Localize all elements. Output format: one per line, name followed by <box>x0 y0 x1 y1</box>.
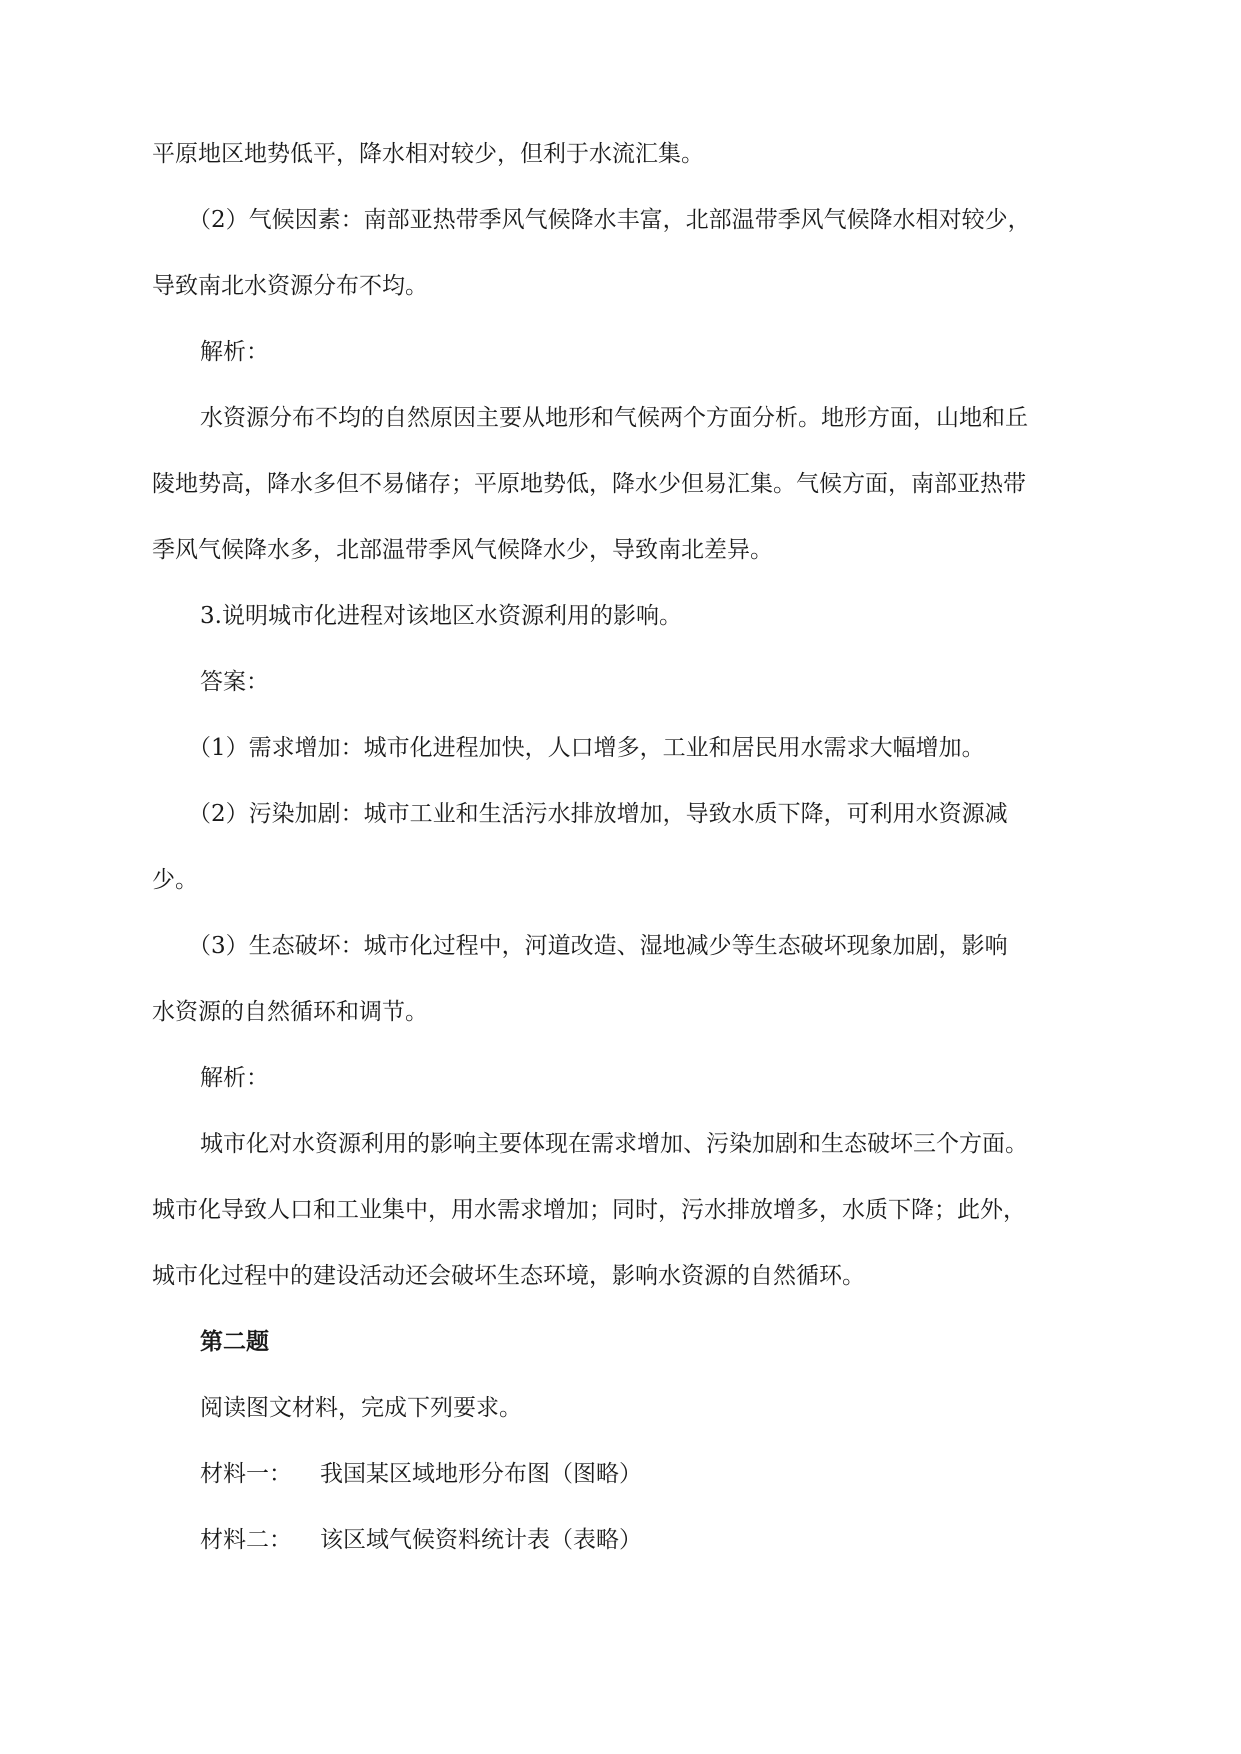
paragraph-line: 季风气候降水多，北部温带季风气候降水少，导致南北差异。 <box>152 537 773 563</box>
material-one-label: 材料一： <box>200 1461 292 1487</box>
answer-item-climate: （2）气候因素：南部亚热带季风气候降水丰富，北部温带季风气候降水相对较少， <box>188 207 1031 233</box>
answer-label: 答案： <box>200 669 269 695</box>
section-heading: 第二题 <box>200 1328 269 1355</box>
paragraph-line: 导致南北水资源分布不均。 <box>152 273 428 299</box>
analysis-paragraph: 水资源分布不均的自然原因主要从地形和气候两个方面分析。地形方面，山地和丘 <box>200 405 1028 431</box>
material-two-label: 材料二： <box>200 1527 292 1553</box>
answer-item-demand: （1）需求增加：城市化进程加快，人口增多，工业和居民用水需求大幅增加。 <box>188 735 985 761</box>
analysis-label: 解析： <box>200 1065 269 1091</box>
analysis-paragraph: 城市化对水资源利用的影响主要体现在需求增加、污染加剧和生态破坏三个方面。 <box>200 1131 1028 1157</box>
material-two <box>152 1521 1088 1559</box>
paragraph-line: 水资源的自然循环和调节。 <box>152 999 428 1025</box>
paragraph-line: 城市化导致人口和工业集中，用水需求增加；同时，污水排放增多，水质下降；此外， <box>152 1197 1026 1223</box>
answer-item-ecology: （3）生态破坏：城市化过程中，河道改造、湿地减少等生态破坏现象加剧，影响 <box>188 933 1008 959</box>
material-one-text: 我国某区域地形分布图（图略） <box>320 1461 642 1487</box>
paragraph-line: 城市化过程中的建设活动还会破坏生态环境，影响水资源的自然循环。 <box>152 1263 865 1289</box>
material-two-text: 该区域气候资料统计表（表略） <box>320 1527 642 1553</box>
document-page <box>152 135 1088 1559</box>
material-one <box>152 1455 1088 1493</box>
answer-item-pollution: （2）污染加剧：城市工业和生活污水排放增加，导致水质下降，可利用水资源减 <box>188 801 1008 827</box>
paragraph-line: 平原地区地势低平，降水相对较少，但利于水流汇集。 <box>152 141 704 167</box>
question-3: 3.说明城市化进程对该地区水资源利用的影响。 <box>200 603 682 629</box>
paragraph-line: 少。 <box>152 867 198 893</box>
instruction-text: 阅读图文材料，完成下列要求。 <box>200 1395 522 1421</box>
analysis-label: 解析： <box>200 339 269 365</box>
paragraph-line: 陵地势高，降水多但不易储存；平原地势低，降水少但易汇集。气候方面，南部亚热带 <box>152 471 1026 497</box>
